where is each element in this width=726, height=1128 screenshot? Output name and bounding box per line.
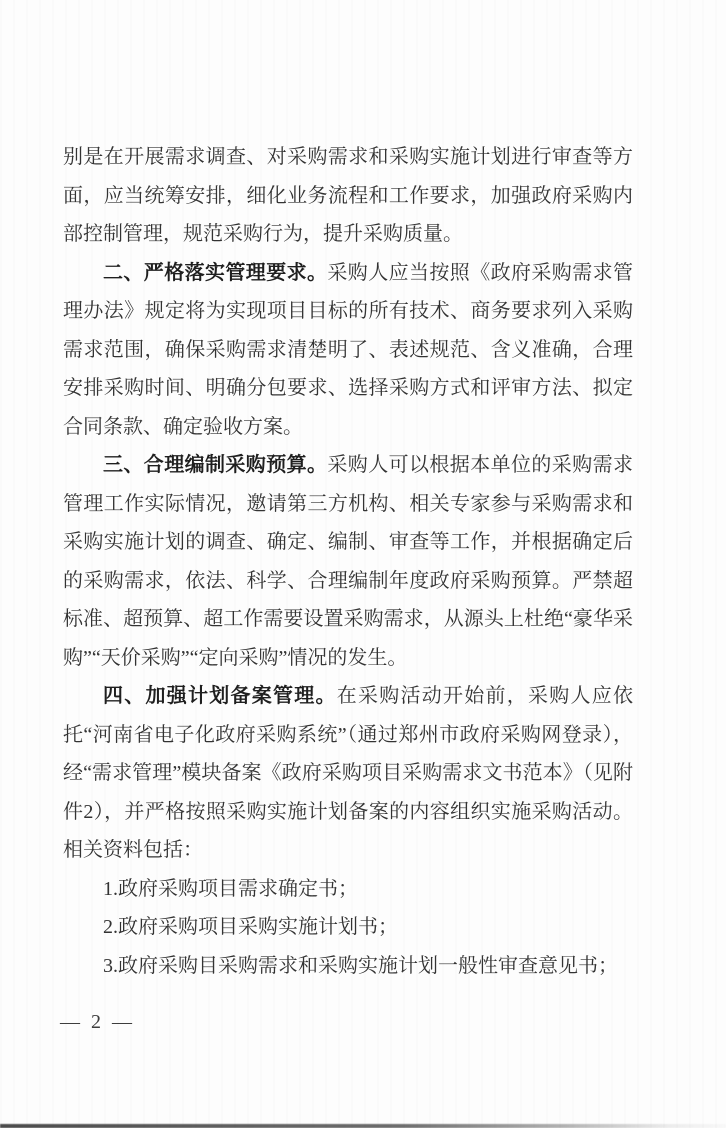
continuation-paragraph [63,138,633,254]
scan-bottom-edge-artifact [0,1124,726,1128]
section-3-heading: 三、合理编制采购预算。 [103,454,328,476]
section-3-body-text: 采购人可以根据本单位的采购需求管理工作实际情况，邀请第三方机构、相关专家参与采购需求和采购实施计划的调查、确定、编制、审查等工作，并根据确定后的采购需求，依法、科学、合理编制年度政府采购预算。严禁超标准、超预算、超工作需要设置采购需求，从源头上杜绝“豪华采购”“天价采购”“定向采购”情况的发生。 [63,454,634,669]
attachment-list-item-2: 2.政府采购项目采购实施计划书； [103,916,398,938]
section-4-body-text: 在采购活动开始前，采购人应依托“河南省电子化政府采购系统”（通过郑州市政府采购网登录），经“需求管理”模块备案《政府采购项目采购需求文书范本》（见附件2），并严格按照采购实施计划备案的内容组织实施采购活动。相关资料包括： [63,685,633,861]
attachment-list-item-3: 3.政府采购目采购需求和采购实施计划一般性审查意见书； [103,954,618,977]
section-4-paragraph [63,677,633,870]
section-2-heading: 二、严格落实管理要求。 [103,261,328,284]
section-2-body-text: 采购人应当按照《政府采购需求管理办法》规定将为实现项目目标的所有技术、商务要求列入采购需求范围，确保采购需求清楚明了、表述规范、含义准确，合理安排采购时间、明确分包要求、选择采购方式和评审方法、拟定合同条款、确定验收方案。 [63,261,634,438]
page-number: — 2 — [60,1011,135,1033]
section-4-heading: 四、加强计划备案管理。 [103,685,337,707]
section-2-paragraph [63,254,633,447]
attachment-list-item-1: 1.政府采购项目需求确定书； [103,877,358,900]
section-3-paragraph [63,446,633,677]
document-body [63,138,633,985]
continuation-paragraph-text: 别是在开展需求调查、对采购需求和采购实施计划进行审查等方面，应当统筹安排，细化业务流程和工作要求，加强政府采购内部控制管理，规范采购行为，提升采购质量。 [63,146,633,245]
